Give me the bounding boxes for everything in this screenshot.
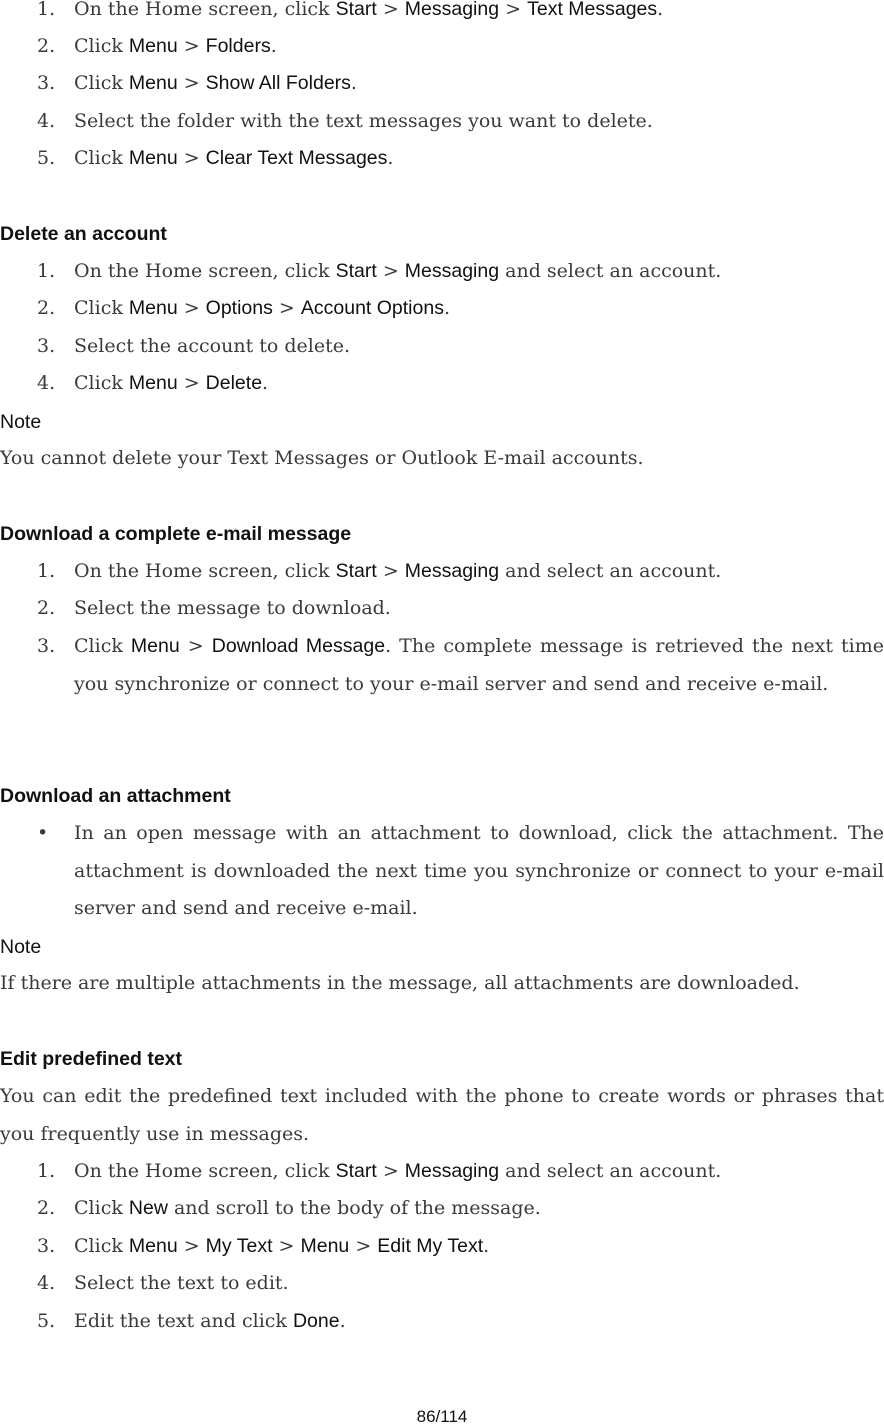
note-label: Note [0, 411, 42, 433]
step-number: 1. [37, 1160, 56, 1182]
step-item [37, 328, 884, 366]
step-text: Select the text to edit. [74, 1272, 289, 1294]
step-text: Click Menu > Clear Text Messages. [74, 147, 394, 169]
ui-term: Delete [205, 372, 263, 394]
step-item [37, 253, 884, 291]
step-text: On the Home screen, click Start > Messaging and select an account. [74, 260, 722, 282]
step-number: 3. [37, 335, 56, 357]
ui-term: Start [335, 0, 377, 20]
step-item [37, 103, 884, 141]
step-text: Edit the text and click Done. [74, 1310, 346, 1332]
step-number: 2. [37, 597, 56, 619]
ui-term: Text Messages [527, 0, 658, 20]
step-item [37, 140, 884, 178]
step-number: 2. [37, 1197, 56, 1219]
ui-term: Edit My Text [377, 1235, 484, 1257]
ui-term: Menu [128, 372, 178, 394]
step-item [37, 1228, 884, 1266]
ui-term: Messaging [404, 0, 500, 20]
section-heading: Delete an account [0, 223, 167, 245]
step-item [37, 28, 884, 66]
ui-term: Clear Text Messages [205, 147, 388, 169]
ui-term: Menu [128, 35, 178, 57]
bullet-icon: • [37, 822, 49, 844]
step-text: Select the folder with the text messages you want to delete. [74, 110, 653, 132]
step-text: Click Menu > Show All Folders. [74, 72, 357, 94]
step-number: 1. [37, 260, 56, 282]
step-text: Click Menu > Download Message. The complete message is retrieved the next time you synchronize or connect to your e-mail server and send and receive e-mail. [74, 635, 884, 695]
ui-term: Menu [128, 1235, 178, 1257]
step-item [37, 1153, 884, 1191]
ui-term: Show All Folders [205, 72, 351, 94]
step-item [37, 628, 884, 703]
step-text: Select the account to delete. [74, 335, 351, 357]
step-item [37, 553, 884, 591]
step-text: Click Menu > My Text > Menu > Edit My Text. [74, 1235, 490, 1257]
ui-term: Menu [130, 635, 180, 657]
step-item [37, 0, 884, 29]
section-heading: Edit predefined text [0, 1048, 183, 1070]
ui-term: Start [335, 560, 377, 582]
step-text: On the Home screen, click Start > Messaging and select an account. [74, 560, 722, 582]
ui-term: Menu [128, 72, 178, 94]
ui-term: Menu [128, 147, 178, 169]
note-text: If there are multiple attachments in the message, all attachments are downloaded. [0, 972, 800, 994]
ui-term: Start [335, 260, 377, 282]
step-text: On the Home screen, click Start > Messaging and select an account. [74, 1160, 722, 1182]
step-number: 2. [37, 297, 56, 319]
ui-term: Menu [128, 297, 178, 319]
step-item [37, 1190, 884, 1228]
step-number: 1. [37, 0, 56, 20]
step-number: 4. [37, 1272, 56, 1294]
step-item [37, 290, 884, 328]
ui-term: New [128, 1197, 168, 1219]
ui-term: My Text [205, 1235, 273, 1257]
ui-term: Account Options [300, 297, 444, 319]
ui-term: Options [205, 297, 273, 319]
ui-term: Messaging [404, 1160, 500, 1182]
step-text: Click New and scroll to the body of the message. [74, 1197, 541, 1219]
step-number: 3. [37, 635, 56, 657]
ui-term: Download Message [211, 635, 386, 657]
step-number: 5. [37, 1310, 56, 1332]
step-number: 3. [37, 72, 56, 94]
step-number: 5. [37, 147, 56, 169]
step-item [37, 365, 884, 403]
intro-paragraph: You can edit the predefined text included with the phone to create words or phrases that you frequently use in messages. [0, 1085, 884, 1145]
bullet-text: In an open message with an attachment to download, click the attachment. The attachment is downloaded the next time you synchronize or connect to your e-mail server and send and receive e-mail. [74, 822, 884, 919]
page-number: 86/114 [416, 1407, 468, 1426]
step-item [37, 590, 884, 628]
ui-term: Folders [205, 35, 271, 57]
step-text: Click Menu > Folders. [74, 35, 277, 57]
step-text: Select the message to download. [74, 597, 391, 619]
step-number: 4. [37, 372, 56, 394]
step-number: 3. [37, 1235, 56, 1257]
step-number: 2. [37, 35, 56, 57]
step-number: 4. [37, 110, 56, 132]
ui-term: Messaging [404, 560, 500, 582]
step-number: 1. [37, 560, 56, 582]
step-item [37, 1265, 884, 1303]
section-heading: Download an attachment [0, 785, 231, 807]
step-text: Click Menu > Options > Account Options. [74, 297, 451, 319]
step-item [37, 65, 884, 103]
step-text: On the Home screen, click Start > Messaging > Text Messages. [74, 0, 664, 20]
ui-term: Start [335, 1160, 377, 1182]
ui-term: Done [292, 1310, 340, 1332]
step-text: Click Menu > Delete. [74, 372, 269, 394]
ui-term: Menu [300, 1235, 350, 1257]
ui-term: Messaging [404, 260, 500, 282]
note-label: Note [0, 936, 42, 958]
step-item [37, 1303, 884, 1341]
note-text: You cannot delete your Text Messages or Outlook E-mail accounts. [0, 447, 644, 469]
bullet-item [37, 815, 884, 928]
section-heading: Download a complete e-mail message [0, 523, 352, 545]
